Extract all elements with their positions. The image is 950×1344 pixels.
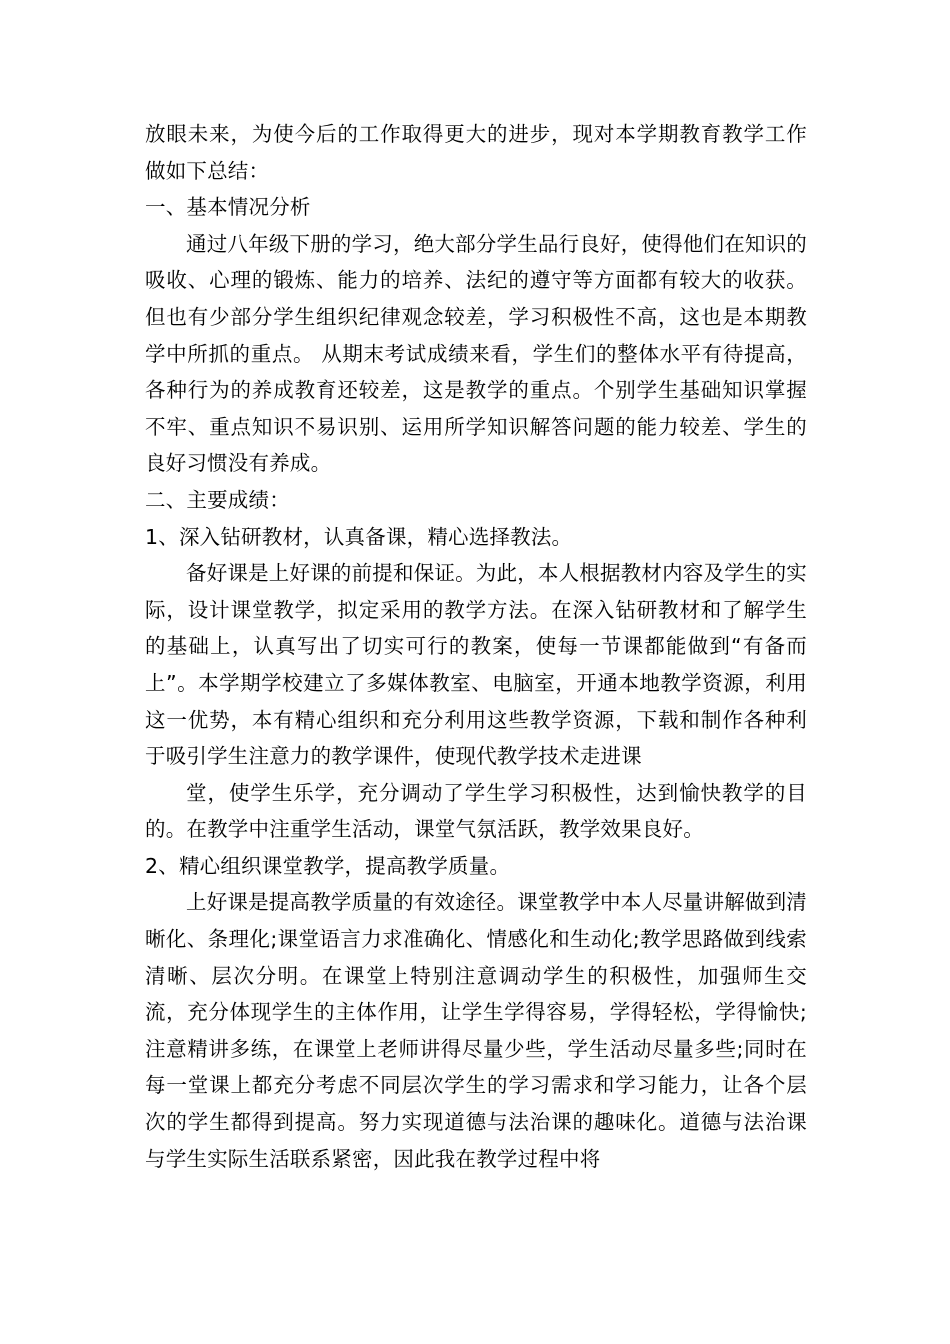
paragraph-basic-situation: 通过八年级下册的学习，绝大部分学生品行良好，使得他们在知识的吸收、心理的锻炼、能力的培养、法纪的遵守等方面都有较大的收获。但也有少部分学生组织纪律观念较差，学习积极性不高，这也是本期教学中所抓的重点。 从期末考试成绩来看，学生们的整体水平有待提高，各种行为的养成教育还较差，这是教学的重点。个别学生基础知识掌握不牢、重点知识不易识别、运用所学知识解答问题的能力较差、学生的良好习惯没有养成。 — [145, 231, 807, 476]
paragraph-lesson-prep: 备好课是上好课的前提和保证。为此，本人根据教材内容及学生的实际，设计课堂教学，拟定采用的教学方法。在深入钻研教材和了解学生的基础上，认真写出了切实可行的教案，使每一节课都能做到“有备而上”。本学期学校建立了多媒体教室、电脑室，开通本地教学资源，利用这一优势，本有精心组织和充分利用这些教学资源，下载和制作各种利于吸引学生注意力的教学课件，使现代教学技术走进课 — [145, 561, 807, 769]
subheading-lesson-prep: 1、深入钻研教材，认真备课，精心选择教法。 — [145, 524, 573, 549]
document-body — [145, 116, 807, 1177]
heading-basic-situation: 一、基本情况分析 — [145, 195, 311, 220]
paragraph-classroom-teaching: 上好课是提高教学质量的有效途径。课堂教学中本人尽量讲解做到清晰化、条理化;课堂语言力求准确化、情感化和生动化;教学思路做到线索清晰、层次分明。在课堂上特别注意调动学生的积极性，加强师生交流，充分体现学生的主体作用，让学生学得容易，学得轻松，学得愉快;注意精讲多练，在课堂上老师讲得尽量少些，学生活动尽量多些;同时在每一堂课上都充分考虑不同层次学生的学习需求和学习能力，让各个层次的学生都得到提高。努力实现道德与法治课的趣味化。道德与法治课与学生实际生活联系紧密，因此我在教学过程中将 — [145, 890, 807, 1171]
subheading-classroom-teaching: 2、精心组织课堂教学，提高教学质量。 — [145, 853, 511, 878]
paragraph-intro: 放眼未来，为使今后的工作取得更大的进步，现对本学期教育教学工作做如下总结： — [145, 122, 807, 183]
heading-main-achievements: 二、主要成绩： — [145, 487, 290, 512]
paragraph-classroom-effect: 堂，使学生乐学，充分调动了学生学习积极性，达到愉快教学的目的。在教学中注重学生活动，课堂气氛活跃，教学效果良好。 — [145, 780, 807, 842]
